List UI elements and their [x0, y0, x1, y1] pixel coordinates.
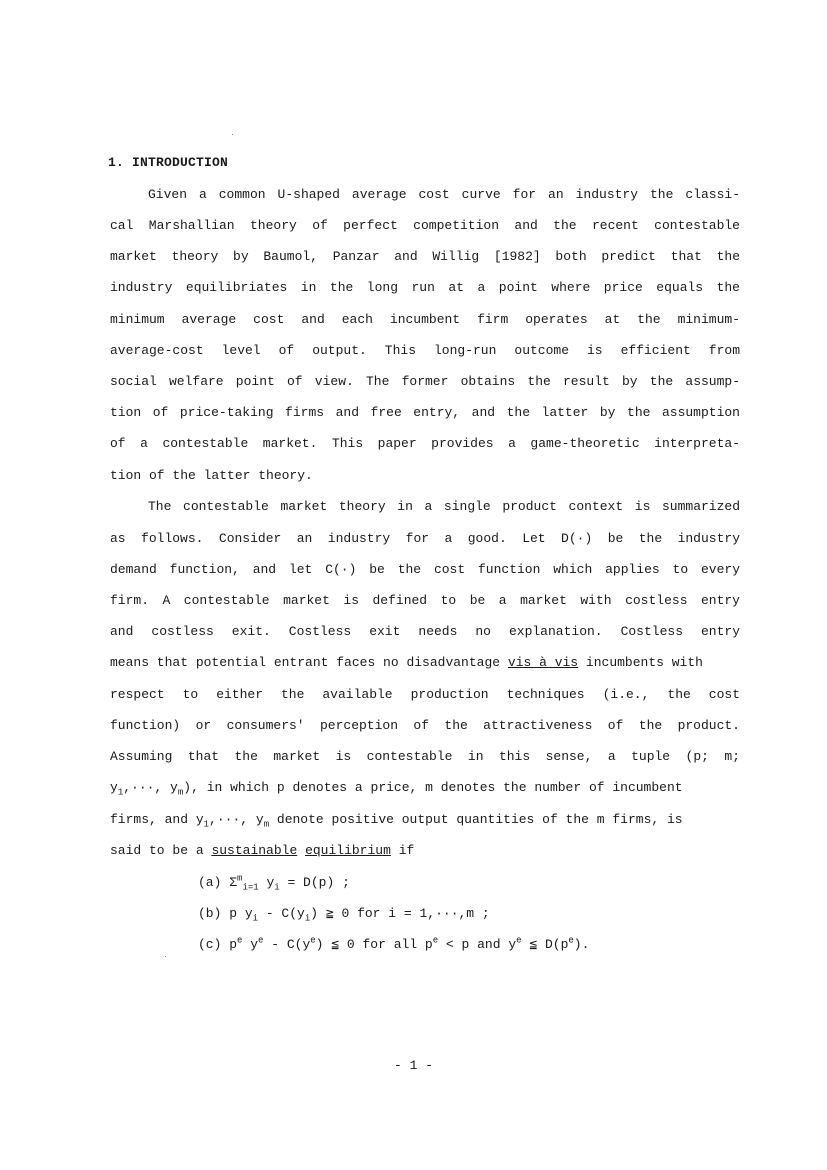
text-line: function) or consumers' perception of the attractiveness of the product. [110, 718, 740, 733]
text-line: social welfare point of view. The former obtains the result by the assump- [110, 374, 740, 389]
underlined-phrase: sustainable [211, 843, 298, 858]
text-line: of a contestable market. This paper provides a game-theoretic interpreta- [110, 436, 740, 451]
underlined-phrase: equilibrium [305, 843, 391, 858]
math-sum: Σ [229, 875, 238, 890]
text-fragment: if [398, 843, 415, 858]
text-fragment: denote positive output quantities of the m firms, is [276, 812, 683, 827]
text-fragment: firms, and [110, 812, 189, 827]
underlined-phrase: vis à vis [507, 655, 579, 670]
math-term: - C(y [258, 906, 305, 921]
math-sup: m [237, 873, 243, 884]
math-close: ), [183, 780, 199, 795]
math-sub: m [177, 787, 184, 798]
text-line: tion of price-taking firms and free entry, and the latter by the assumption [110, 405, 740, 420]
scan-speck [232, 134, 233, 135]
math-term: ≦ D(p [521, 937, 569, 952]
math-sub: 1 [203, 819, 210, 830]
text-line: tion of the latter theory. [110, 468, 313, 483]
math-var: y [195, 812, 204, 827]
text-line-vis-a-vis [110, 655, 740, 671]
math-term: - C(y [263, 937, 311, 952]
math-sub: i [304, 913, 311, 924]
text-line: market theory by Baumol, Panzar and Willig [1982] both predict that the [110, 249, 740, 264]
math-sup: e [568, 935, 574, 946]
math-var: y [255, 812, 264, 827]
math-sup: e [237, 935, 243, 946]
math-term: y [242, 937, 259, 952]
math-term: p [229, 937, 238, 952]
text-fragment: incumbents with [585, 655, 703, 670]
math-sup: e [432, 935, 439, 946]
text-line: firm. A contestable market is defined to be a market with costless entry [110, 593, 740, 608]
math-term: < p and y [438, 937, 517, 952]
text-fragment: means that potential entrant faces no disadvantage [110, 655, 501, 670]
condition-label: (b) [198, 906, 222, 921]
condition-a [198, 875, 350, 891]
math-sub: 1 [117, 787, 124, 798]
text-line: cal Marshallian theory of perfect competition and the recent contestable [110, 218, 740, 233]
math-var: y [170, 780, 178, 795]
math-term: ). [573, 937, 590, 952]
text-line: minimum average cost and each incumbent firm operates at the minimum- [110, 312, 740, 327]
math-sup: e [258, 935, 264, 946]
math-sub: i=1 [242, 882, 259, 893]
text-line: The contestable market theory in a single product context is summarized [148, 499, 740, 514]
math-sub: m [263, 819, 270, 830]
math-dots: ,···, [123, 780, 163, 795]
text-fragment: in which p denotes a price, m denotes the number of incumbent [206, 780, 683, 795]
text-line: demand function, and let C(·) be the cost function which applies to every [110, 562, 740, 577]
math-term: ) ≦ 0 for all p [315, 937, 433, 952]
text-line-sustainable [110, 843, 740, 859]
condition-c [198, 937, 589, 953]
condition-label: (c) [198, 937, 222, 952]
math-sub: i [252, 913, 259, 924]
condition-label: (a) [198, 875, 222, 890]
text-line-tuple [110, 780, 740, 796]
text-line: respect to either the available production techniques (i.e., the cost [110, 687, 740, 702]
text-fragment: said to be a [110, 843, 204, 858]
math-var: y [110, 780, 118, 795]
math-sub: i [274, 882, 280, 893]
math-dots: ,···, [209, 812, 249, 827]
text-line: Assuming that the market is contestable in this sense, a tuple (p; m; [110, 749, 740, 764]
scan-speck [165, 956, 166, 957]
math-sup: e [516, 935, 522, 946]
math-term: p y [229, 906, 253, 921]
text-line-firms [110, 812, 740, 828]
text-line: average-cost level of output. This long-run outcome is efficient from [110, 343, 740, 358]
page-number: - 1 - [393, 1058, 433, 1073]
text-line: as follows. Consider an industry for a good. Let D(·) be the industry [110, 531, 740, 546]
section-heading: 1. INTRODUCTION [108, 155, 229, 170]
math-term: ) ≧ 0 for i = 1,···,m ; [310, 906, 490, 921]
text-line: Given a common U-shaped average cost curve for an industry the classi- [148, 187, 740, 202]
math-term: = D(p) ; [279, 875, 350, 890]
text-line: and costless exit. Costless exit needs no explanation. Costless entry [110, 624, 740, 639]
math-sup: e [310, 935, 316, 946]
condition-b [198, 906, 490, 922]
text-line: industry equilibriates in the long run at a point where price equals the [110, 280, 740, 295]
math-term: y [258, 875, 275, 890]
